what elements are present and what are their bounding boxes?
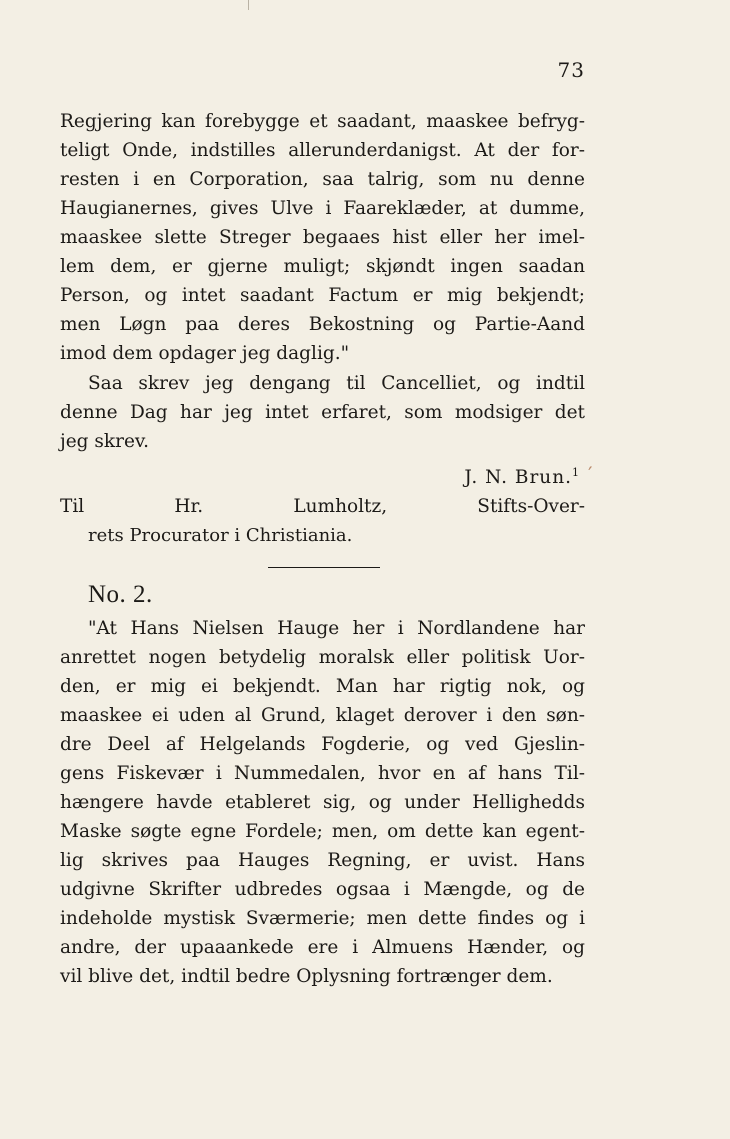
text-line: hængere havde etableret sig, og under Hellighedds: [60, 792, 585, 813]
text-line: "At Hans Nielsen Hauge her i Nordlandene har: [88, 618, 585, 639]
text-line: men Løgn paa deres Bekostning og Partie-Aand: [60, 314, 585, 335]
margin-mark: [248, 0, 249, 10]
text-line: anrettet nogen betydelig moralsk eller politisk Uor-: [60, 647, 585, 668]
address-line: Til Hr. Lumholtz, Stifts-Over-: [60, 496, 585, 517]
pencil-mark: ′: [588, 462, 593, 486]
text-line: lig skrives paa Hauges Regning, er uvist. Hans: [60, 850, 585, 871]
text-line: Saa skrev jeg dengang til Cancelliet, og indtil: [88, 373, 585, 394]
text-line: maaskee ei uden al Grund, klaget derover i den søn-: [60, 705, 585, 726]
text-line: Regjering kan forebygge et saadant, maaskee befryg-: [60, 111, 585, 132]
section-heading: No. 2.: [88, 581, 153, 608]
text-line: indeholde mystisk Sværmerie; men dette findes og i: [60, 908, 585, 929]
text-line: Person, og intet saadant Factum er mig bekjendt;: [60, 285, 585, 306]
text-line: Maske søgte egne Fordele; men, om dette kan egent-: [60, 821, 585, 842]
text-line: teligt Onde, indstilles allerunderdanigst. At der for-: [60, 140, 585, 161]
page-number: 73: [557, 58, 585, 82]
text-line: resten i en Corporation, saa talrig, som nu denne: [60, 169, 585, 190]
footnote-ref: 1: [572, 465, 580, 479]
text-line: maaskee slette Streger begaaes hist eller her imel-: [60, 227, 585, 248]
text-line: denne Dag har jeg intet erfaret, som modsiger det: [60, 402, 585, 423]
text-line: gens Fiskevær i Nummedalen, hvor en af hans Til-: [60, 763, 585, 784]
text-line: imod dem opdager jeg daglig.": [60, 343, 350, 364]
text-line: andre, der upaaankede ere i Almuens Hænder, og: [60, 937, 585, 958]
text-line: vil blive det, indtil bedre Oplysning fortrænger dem.: [60, 966, 553, 987]
text-line: jeg skrev.: [60, 431, 150, 452]
text-line: den, er mig ei bekjendt. Man har rigtig nok, og: [60, 676, 585, 697]
text-line: udgivne Skrifter udbredes ogsaa i Mængde, og de: [60, 879, 585, 900]
signature-name: J. N. Brun.: [464, 467, 572, 488]
text-line: Haugianernes, gives Ulve i Faareklæder, at dumme,: [60, 198, 585, 219]
address-line: rets Procurator i Christiania.: [88, 525, 353, 546]
section-divider: [268, 567, 380, 568]
signature: [400, 463, 580, 493]
text-line: dre Deel af Helgelands Fogderie, og ved Gjeslin-: [60, 734, 585, 755]
text-line: lem dem, er gjerne muligt; skjøndt ingen saadan: [60, 256, 585, 277]
